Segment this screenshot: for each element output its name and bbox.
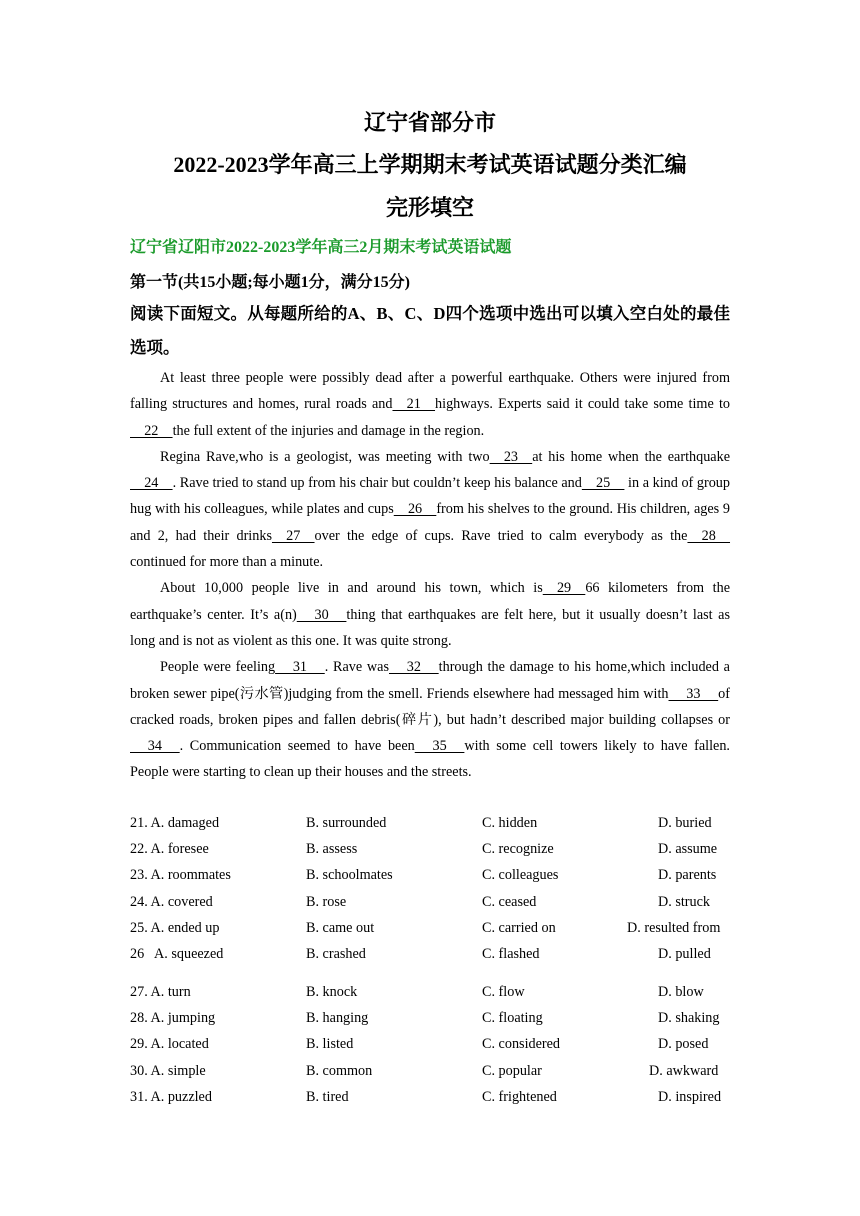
option-d: D. parents: [658, 867, 717, 884]
blank-23: 23: [489, 448, 533, 465]
blank-24: 24: [130, 475, 173, 492]
passage-text: continued for more than a minute.: [130, 554, 324, 571]
option-a: 24. A. covered: [130, 893, 213, 910]
blank-22: 22: [130, 422, 173, 439]
option-a: 25. A. ended up: [130, 919, 220, 936]
option-d: D. buried: [658, 815, 712, 831]
question-row-23: [130, 867, 730, 893]
question-row-28: [130, 1010, 730, 1036]
option-b: B. knock: [306, 983, 358, 1000]
source-exam-title: 辽宁省辽阳市2022-2023学年高三2月期末考试英语试题: [130, 239, 512, 256]
option-d: D. resulted from: [627, 919, 721, 936]
option-a: 28. A. jumping: [130, 1010, 216, 1027]
option-b: B. listed: [306, 1036, 354, 1053]
option-d: D. awkward: [649, 1062, 719, 1079]
option-d: D. inspired: [658, 1088, 722, 1105]
option-d: D. shaking: [658, 1010, 720, 1027]
option-a: 31. A. puzzled: [130, 1088, 212, 1105]
option-c: C. popular: [482, 1062, 542, 1079]
blank-31: 31: [275, 659, 325, 676]
passage-text: thing that earthquakes are felt here, but it usually doesn’t last as long and is not as violent as this one. It was quite strong.: [130, 606, 730, 649]
blank-28: 28: [687, 527, 731, 544]
option-a: 26 A. squeezed: [130, 945, 224, 962]
question-row-24: [130, 894, 730, 920]
option-c: C. colleagues: [482, 867, 559, 884]
option-c: C. floating: [482, 1010, 543, 1027]
blank-32: 32: [389, 659, 439, 676]
passage-text: with some cell towers likely to have fallen. People were starting to clean up their houses and the streets.: [130, 738, 730, 781]
option-b: B. schoolmates: [306, 867, 393, 884]
option-c: C. flow: [482, 983, 525, 1000]
option-d: D. pulled: [658, 945, 711, 962]
blank-33: 33: [668, 685, 719, 702]
question-row-25: [130, 920, 730, 946]
option-c: C. considered: [482, 1036, 561, 1053]
question-row-27: [130, 984, 730, 1010]
passage-text: the full extent of the injuries and damage in the region.: [172, 422, 485, 439]
option-b: B. assess: [306, 841, 358, 858]
option-b: B. crashed: [306, 945, 366, 962]
option-d: D. blow: [658, 983, 704, 1000]
doc-title-section: 完形填空: [385, 195, 474, 220]
question-row-29: [130, 1036, 730, 1062]
question-row-22: [130, 841, 730, 867]
passage-text: At least three people were possibly dead after a powerful earthquake. Others were injured from falling structures and homes, rural roads and: [130, 370, 730, 413]
doc-title-region: 辽宁省部分市: [363, 110, 496, 135]
blank-29: 29: [542, 580, 586, 597]
blank-25: 25: [581, 475, 625, 492]
question-row-31: [130, 1089, 730, 1115]
blank-35: 35: [414, 738, 465, 755]
passage-text: . Rave was: [324, 659, 389, 676]
option-a: 27. A. turn: [130, 983, 191, 1000]
option-d: D. struck: [658, 893, 711, 910]
passage-text: over the edge of cups. Rave tried to calm everybody as the: [314, 527, 688, 544]
blank-21: 21: [392, 396, 436, 413]
option-b: B. rose: [306, 893, 347, 910]
passage-text: through the damage to his home,which included a broken sewer pipe(污水管)judging from the smell. Friends elsewhere had messaged him with: [130, 659, 730, 702]
option-d: D. posed: [658, 1036, 709, 1053]
passage-text: at his home when the earthquake: [532, 448, 730, 465]
option-c: C. carried on: [482, 919, 556, 936]
passage-text: from his shelves to the ground. His children, ages 9 and 2, had their drinks: [130, 501, 730, 544]
passage-text: in a kind of group hug with his colleagues, while plates and cups: [130, 475, 730, 518]
passage-text: . Communication seemed to have been: [179, 738, 415, 755]
cloze-passage: [130, 365, 730, 786]
blank-27: 27: [271, 527, 315, 544]
passage-paragraph-2: [130, 444, 730, 575]
section-label: 第一节(共15小题;每小题1分，满分15分): [130, 274, 410, 291]
question-row-30: [130, 1063, 730, 1089]
question-row-21: [130, 815, 730, 841]
blank-26: 26: [393, 501, 437, 518]
question-row-26: [130, 946, 730, 984]
instruction-text: 阅读下面短文。从每题所给的A、B、C、D四个选项中选出可以填入空白处的最佳选项。: [130, 304, 730, 357]
passage-text: About 10,000 people live in and around his town, which is: [160, 580, 543, 597]
option-c: C. flashed: [482, 945, 540, 962]
option-c: C. hidden: [482, 815, 538, 831]
passage-text: . Rave tried to stand up from his chair but couldn’t keep his balance and: [172, 475, 582, 492]
passage-text: highways. Experts said it could take some time to: [435, 396, 730, 413]
doc-title-main: 2022-2023学年高三上学期期末考试英语试题分类汇编: [173, 152, 687, 177]
option-d: D. assume: [658, 841, 718, 858]
option-b: B. surrounded: [306, 815, 387, 831]
passage-text: Regina Rave,who is a geologist, was meeting with two: [160, 448, 490, 465]
passage-text: of cracked roads, broken pipes and fallen debris(碎片), but hadn’t described major building collapses or: [130, 685, 730, 728]
passage-paragraph-1: [130, 365, 730, 444]
option-b: B. hanging: [306, 1010, 369, 1027]
option-c: C. ceased: [482, 893, 537, 910]
option-a: 21. A. damaged: [130, 815, 220, 831]
option-c: C. frightened: [482, 1088, 557, 1105]
answer-options: [130, 815, 730, 1115]
option-b: B. tired: [306, 1088, 349, 1105]
option-a: 29. A. located: [130, 1036, 209, 1053]
option-a: 23. A. roommates: [130, 867, 231, 884]
blank-30: 30: [296, 606, 347, 623]
passage-text: 66 kilometers from the earthquake’s center. It’s a(n): [130, 580, 730, 623]
option-b: B. came out: [306, 919, 375, 936]
option-b: B. common: [306, 1062, 373, 1079]
option-a: 30. A. simple: [130, 1062, 206, 1079]
blank-34: 34: [130, 738, 180, 755]
option-a: 22. A. foresee: [130, 841, 209, 858]
passage-paragraph-3: [130, 575, 730, 654]
passage-text: People were feeling: [160, 659, 276, 676]
option-c: C. recognize: [482, 841, 554, 858]
passage-paragraph-4: [130, 654, 730, 785]
